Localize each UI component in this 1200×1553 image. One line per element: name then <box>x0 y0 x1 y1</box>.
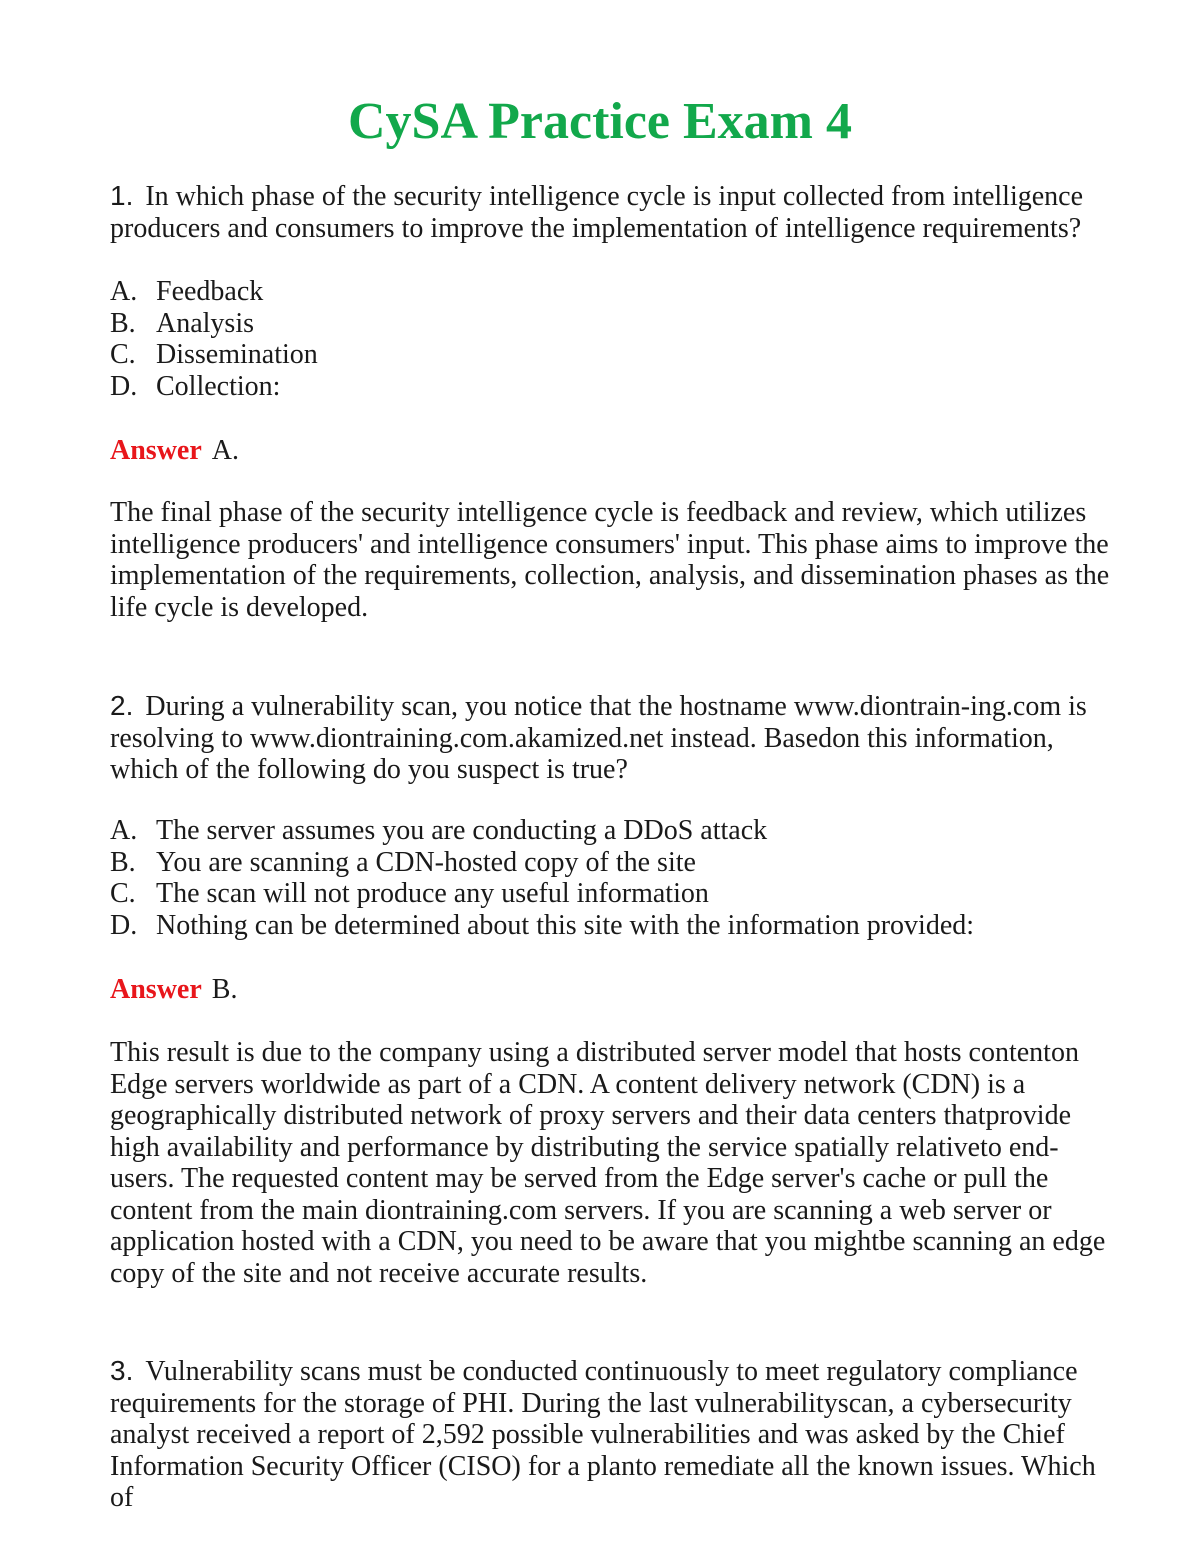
option-text: The scan will not produce any useful information <box>156 878 709 909</box>
answer-value: B. <box>211 974 238 1005</box>
option-text: Nothing can be determined about this site with the information provided: <box>156 909 975 941</box>
question-2-options <box>110 815 1120 941</box>
question-2-number: 2. <box>110 690 134 721</box>
question-1 <box>110 180 1120 244</box>
question-2-body: During a vulnerability scan, you notice that the hostname www.diontrain-ing.com is resolving to www.diontraining.com.akamized.net instead. Basedon this information, which of the following do you suspect is true? <box>110 691 1087 785</box>
answer-value: A. <box>211 435 239 466</box>
question-3-text <box>110 1355 1120 1514</box>
question-2 <box>110 690 1120 786</box>
option-text: The server assumes you are conducting a DDoS attack <box>156 815 768 846</box>
option-text: Analysis <box>156 307 254 339</box>
question-2-option-d <box>110 910 1120 942</box>
question-2-option-c <box>110 878 1120 910</box>
option-text: Dissemination <box>156 339 318 370</box>
question-1-options <box>110 276 1120 402</box>
question-2-explanation: This result is due to the company using a distributed server model that hosts contenton Edge servers worldwide as part of a CDN. A content delivery network (CDN) is a geographically distributed network of proxy servers and their data centers thatprovide high availability and performance by distributing the service spatially relativeto end-users. The requested content may be served from the Edge server's cache or pull the content from the main diontraining.com servers. If you are scanning a web server or application hosted with a CDN, you need to be aware that you mightbe scanning an edge copy of the site and not receive accurate results. <box>110 1037 1106 1289</box>
option-letter: D. <box>110 909 138 941</box>
question-1-explanation: The final phase of the security intelligence cycle is feedback and review, which utilizes intelligence producers' and intelligence consumers' input. This phase aims to improve the implementation of the requirements, collection, analysis, and dissemination phases as the life cycle is developed. <box>110 497 1110 623</box>
option-letter: C. <box>110 878 136 909</box>
answer-label: Answer <box>110 435 202 466</box>
option-text: Collection: <box>156 370 281 402</box>
question-1-option-a <box>110 276 1120 308</box>
option-text: You are scanning a CDN-hosted copy of the site <box>156 846 696 878</box>
question-3-body: Vulnerability scans must be conducted continuously to meet regulatory compliance requirements for the storage of PHI. During the last vulnerabilityscan, a cybersecurity analyst received a report of 2,592 possible vulnerabilities and was asked by the Chief Information Security Officer (CISO) for a planto remediate all the known issues. Which of <box>110 1356 1096 1513</box>
question-2-text <box>110 690 1120 786</box>
question-2-answer <box>110 974 1120 1006</box>
question-1-option-b <box>110 308 1120 340</box>
answer-label: Answer <box>110 974 202 1005</box>
question-1-answer <box>110 435 1120 467</box>
option-letter: B. <box>110 846 136 878</box>
option-text: Feedback <box>156 276 264 307</box>
option-letter: B. <box>110 307 136 339</box>
question-1-option-d <box>110 371 1120 403</box>
question-3 <box>110 1355 1120 1514</box>
question-1-option-c <box>110 339 1120 371</box>
option-letter: A. <box>110 276 138 307</box>
question-3-number: 3. <box>110 1355 134 1386</box>
option-letter: D. <box>110 370 138 402</box>
question-2-option-b <box>110 847 1120 879</box>
question-1-number: 1. <box>110 180 134 211</box>
page-title: CySA Practice Exam 4 <box>347 92 852 150</box>
question-1-body: In which phase of the security intelligence cycle is input collected from intelligence producers and consumers to improve the implementation of intelligence requirements? <box>110 181 1084 244</box>
option-letter: A. <box>110 815 138 846</box>
question-2-option-a <box>110 815 1120 847</box>
question-1-text <box>110 180 1120 244</box>
option-letter: C. <box>110 339 136 370</box>
